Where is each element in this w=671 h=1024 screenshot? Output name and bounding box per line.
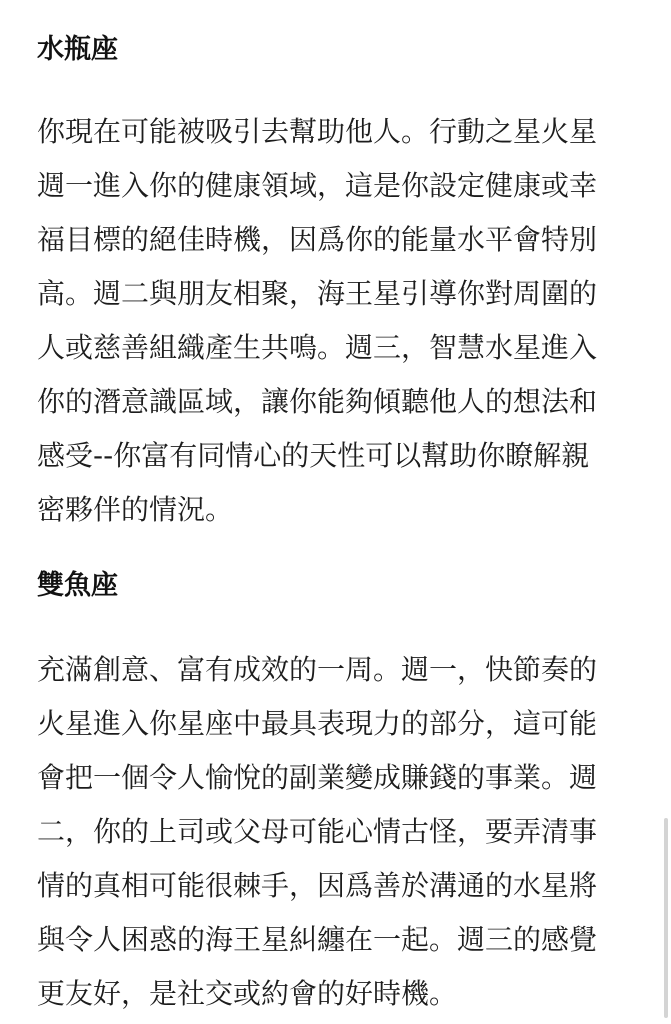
section-title-pisces: 雙魚座 xyxy=(37,570,118,601)
text-line: 週一進入你的健康領域，這是你設定健康或幸 xyxy=(37,169,598,202)
text-line: 會把一個令人愉悅的副業變成賺錢的事業。週 xyxy=(37,761,598,794)
section-body-aquarius xyxy=(37,105,647,537)
scrollbar[interactable] xyxy=(661,0,671,1024)
text-line: 密夥伴的情況。 xyxy=(37,493,234,526)
text-line: 你的潛意識區域，讓你能夠傾聽他人的想法和 xyxy=(37,385,598,418)
text-line: 高。週二與朋友相聚，海王星引導你對周圍的 xyxy=(37,277,598,310)
text-line: 你現在可能被吸引去幫助他人。行動之星火星 xyxy=(37,115,598,148)
text-line: 福目標的絕佳時機，因爲你的能量水平會特別 xyxy=(37,223,598,256)
text-line: 二，你的上司或父母可能心情古怪，要弄清事 xyxy=(37,815,598,848)
text-line: 充滿創意、富有成效的一周。週一，快節奏的 xyxy=(37,653,598,686)
text-line: 更友好，是社交或約會的好時機。 xyxy=(37,977,458,1010)
section-body-pisces xyxy=(37,643,647,1021)
section-title-aquarius: 水瓶座 xyxy=(37,34,118,65)
text-line: 與令人困惑的海王星糾纏在一起。週三的感覺 xyxy=(37,923,598,956)
scrollbar-thumb[interactable] xyxy=(664,818,668,1018)
text-line: 人或慈善組織產生共鳴。週三，智慧水星進入 xyxy=(37,331,598,364)
text-line: 情的真相可能很棘手，因爲善於溝通的水星將 xyxy=(37,869,598,902)
text-line: 火星進入你星座中最具表現力的部分，這可能 xyxy=(37,707,598,740)
text-line: 感受--你富有同情心的天性可以幫助你瞭解親 xyxy=(37,439,590,472)
